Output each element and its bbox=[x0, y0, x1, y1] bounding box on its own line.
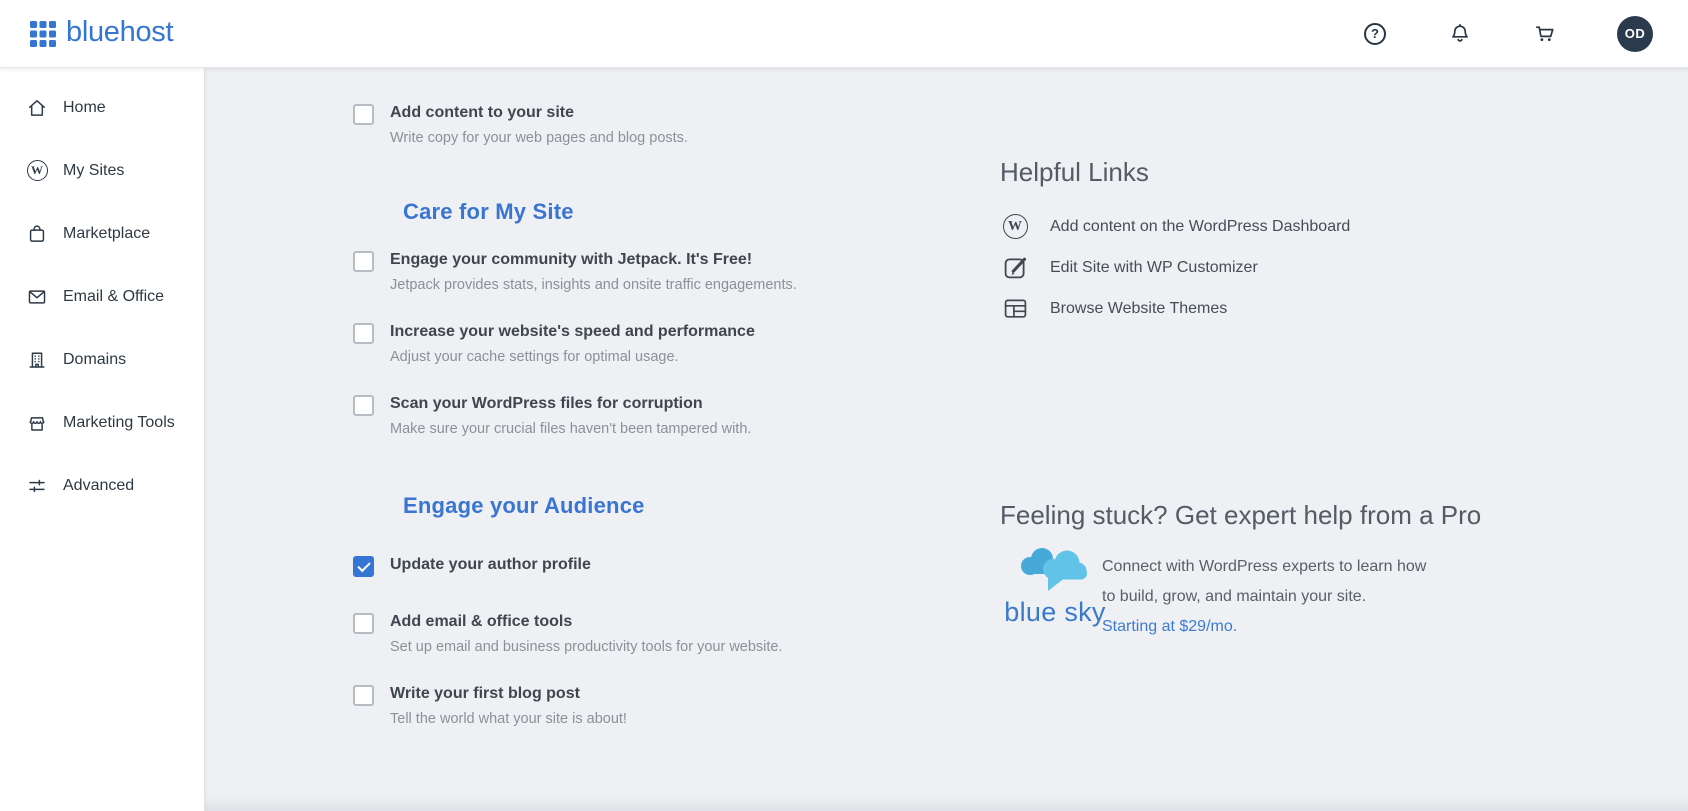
top-header bbox=[0, 0, 1688, 68]
envelope-icon bbox=[26, 286, 48, 308]
sidebar-item-domains[interactable] bbox=[0, 328, 204, 391]
checklist-item-title: Add content to your site bbox=[390, 104, 574, 121]
expert-description-line2: to build, grow, and maintain your site. bbox=[1102, 588, 1367, 605]
checklist-item-title: Update your author profile bbox=[390, 556, 591, 573]
checklist-item-subtitle: Adjust your cache settings for optimal usage. bbox=[390, 349, 679, 365]
checkbox-author-profile-checked[interactable] bbox=[353, 556, 374, 577]
checklist-item-subtitle: Set up email and business productivity tools for your website. bbox=[390, 639, 783, 655]
expert-help-title: Feeling stuck? Get expert help from a Pro bbox=[1000, 500, 1482, 530]
sliders-icon bbox=[26, 475, 48, 497]
checklist-item-author-profile bbox=[353, 555, 591, 577]
starting-price-link[interactable]: Starting at $29/mo. bbox=[1102, 618, 1238, 635]
checklist-item-subtitle: Tell the world what your site is about! bbox=[390, 711, 627, 727]
checklist-item-text bbox=[390, 555, 591, 575]
checklist-item-jetpack bbox=[353, 250, 797, 294]
sidebar-item-label: Marketplace bbox=[63, 224, 151, 242]
checkbox-email-tools[interactable] bbox=[353, 613, 374, 634]
checklist-item-title: Engage your community with Jetpack. It's Free! bbox=[390, 251, 753, 268]
sidebar-item-label: Marketing Tools bbox=[63, 413, 175, 431]
checkbox-scan[interactable] bbox=[353, 395, 374, 416]
checklist-item-text bbox=[390, 250, 797, 294]
link-label: Add content on the WordPress Dashboard bbox=[1050, 217, 1351, 235]
checklist-item-title: Add email & office tools bbox=[390, 613, 573, 630]
checklist-item-subtitle: Write copy for your web pages and blog posts. bbox=[390, 130, 688, 146]
avatar[interactable]: OD bbox=[1617, 16, 1653, 52]
section-heading-care-for-my-site: Care for My Site bbox=[403, 199, 574, 224]
cart-icon bbox=[1533, 22, 1557, 46]
checklist-item-email-tools bbox=[353, 612, 783, 656]
checklist-item-text bbox=[390, 103, 688, 147]
helpful-links-title: Helpful Links bbox=[1000, 157, 1149, 187]
sidebar-item-marketplace[interactable] bbox=[0, 202, 204, 265]
help-icon: ? bbox=[1364, 23, 1386, 45]
help-button[interactable] bbox=[1362, 21, 1388, 47]
home-icon bbox=[26, 97, 48, 119]
header-actions bbox=[1362, 16, 1653, 52]
link-label: Browse Website Themes bbox=[1050, 299, 1228, 317]
themes-icon bbox=[1000, 295, 1030, 322]
checklist-item-blog-post bbox=[353, 684, 627, 728]
checkbox-blog-post[interactable] bbox=[353, 685, 374, 706]
checklist-item-subtitle: Make sure your crucial files haven't been tampered with. bbox=[390, 421, 752, 437]
checklist-item-title: Increase your website's speed and performance bbox=[390, 323, 755, 340]
section-heading-engage-your-audience: Engage your Audience bbox=[403, 493, 645, 518]
notifications-button[interactable] bbox=[1447, 21, 1473, 47]
checkbox-jetpack[interactable] bbox=[353, 251, 374, 272]
checklist-item-add-content bbox=[353, 103, 688, 147]
shopping-bag-icon bbox=[26, 223, 48, 245]
building-icon bbox=[26, 349, 48, 371]
sidebar-item-marketing-tools[interactable] bbox=[0, 391, 204, 454]
helpful-links-list bbox=[1000, 206, 1350, 329]
checklist-item-subtitle: Jetpack provides stats, insights and onsite traffic engagements. bbox=[390, 277, 797, 293]
expert-help-description bbox=[1102, 552, 1462, 642]
checklist-item-title: Scan your WordPress files for corruption bbox=[390, 395, 703, 412]
bluehost-grid-icon bbox=[30, 21, 56, 47]
link-browse-themes[interactable] bbox=[1000, 288, 1350, 329]
sidebar-item-label: Email & Office bbox=[63, 287, 165, 305]
storefront-icon bbox=[26, 412, 48, 434]
sidebar-item-my-sites[interactable] bbox=[0, 139, 204, 202]
checkbox-add-content[interactable] bbox=[353, 104, 374, 125]
checkbox-speed[interactable] bbox=[353, 323, 374, 344]
wordpress-icon: W bbox=[26, 160, 48, 182]
checklist-item-speed bbox=[353, 322, 755, 366]
bottom-shade bbox=[205, 797, 1688, 811]
sidebar-item-label: My Sites bbox=[63, 161, 125, 179]
link-label: Edit Site with WP Customizer bbox=[1050, 258, 1258, 276]
checklist-item-title: Write your first blog post bbox=[390, 685, 580, 702]
checklist-item-scan bbox=[353, 394, 751, 438]
edit-icon bbox=[1000, 254, 1030, 281]
checklist-item-text bbox=[390, 322, 755, 366]
blue-sky-clouds-icon bbox=[1015, 544, 1095, 596]
checklist-item-text bbox=[390, 684, 627, 728]
link-wordpress-dashboard[interactable] bbox=[1000, 206, 1350, 247]
checklist-item-text bbox=[390, 612, 783, 656]
bluehost-logo[interactable] bbox=[30, 15, 174, 50]
sidebar-item-home[interactable] bbox=[0, 76, 204, 139]
blue-sky-logo bbox=[998, 544, 1112, 628]
blue-sky-logo-text: blue sky bbox=[1004, 597, 1106, 627]
sidebar-item-email-office[interactable] bbox=[0, 265, 204, 328]
wordpress-icon: W bbox=[1000, 214, 1030, 239]
expert-description-line1: Connect with WordPress experts to learn how bbox=[1102, 558, 1427, 575]
link-wp-customizer[interactable] bbox=[1000, 247, 1350, 288]
checklist-item-text bbox=[390, 394, 751, 438]
bluehost-logo-text: bluehost bbox=[66, 15, 174, 48]
sidebar-item-label: Home bbox=[63, 98, 106, 116]
sidebar-nav bbox=[0, 68, 205, 811]
sidebar-item-label: Advanced bbox=[63, 476, 135, 494]
sidebar-item-label: Domains bbox=[63, 350, 127, 368]
bell-icon bbox=[1448, 22, 1472, 46]
cart-button[interactable] bbox=[1532, 21, 1558, 47]
sidebar-item-advanced[interactable] bbox=[0, 454, 204, 517]
